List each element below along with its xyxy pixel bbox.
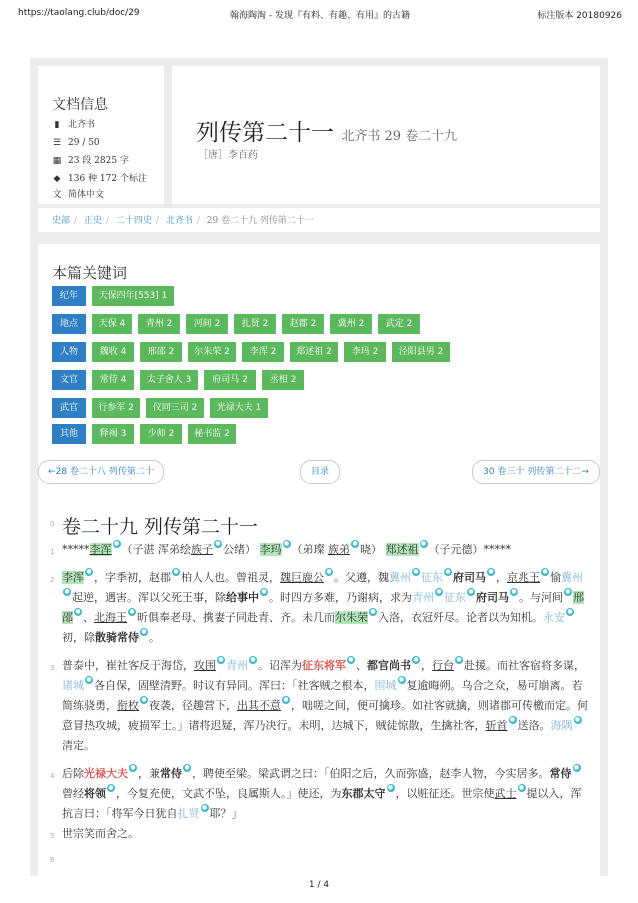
keyword-tag[interactable]: 仪同三司 2 — [146, 398, 204, 418]
note-marker-icon[interactable]: ● — [518, 784, 525, 791]
text-span: 公绪） — [223, 543, 256, 556]
keyword-category: 武官 — [52, 398, 86, 418]
military-office-mark[interactable]: 征东将军 — [302, 659, 346, 672]
relation-mark[interactable]: 族弟 — [328, 543, 350, 556]
office-mark[interactable]: 都官尚书 — [367, 659, 411, 672]
note-marker-icon[interactable]: ● — [574, 716, 581, 723]
keyword-tag[interactable]: 河间 2 — [186, 314, 228, 334]
text-span: 送洛。 — [517, 719, 551, 732]
list-icon: ☰ — [52, 138, 62, 148]
paragraph-number: 1 — [50, 548, 55, 556]
text-span: 清定。 — [62, 739, 95, 752]
breadcrumb-item[interactable]: 正史 — [83, 216, 102, 226]
text-span: （子湛 浑弟绘 — [121, 543, 191, 556]
note-marker-icon[interactable]: ● — [413, 568, 419, 575]
paragraph-1 — [62, 540, 588, 560]
note-marker-icon[interactable]: ● — [565, 588, 571, 595]
prev-chapter-button[interactable]: ←28 卷二十八 列传第二十 — [38, 460, 164, 484]
office-mark[interactable]: 给事中 — [226, 591, 259, 604]
note-marker-icon[interactable]: ● — [436, 588, 442, 595]
note-marker-icon[interactable]: ● — [86, 568, 92, 575]
note-marker-icon[interactable]: ● — [75, 608, 81, 615]
text-span: 夜袭，径趣营下， — [149, 699, 237, 712]
text-span: ，以赃征还。世宗使 — [395, 787, 495, 800]
text-span: 。 — [149, 631, 160, 644]
place-mark[interactable]: 征东 — [421, 571, 443, 584]
keyword-tag[interactable]: 邢邵 2 — [140, 342, 182, 362]
doc-title — [196, 114, 457, 147]
text-span: ， — [496, 571, 507, 584]
note-marker-icon[interactable]: ● — [456, 656, 462, 663]
version-label: 标注版本 20180926 — [537, 11, 622, 21]
keyword-category: 其他 — [52, 424, 86, 444]
keyword-tag[interactable]: 李浑 2 — [242, 342, 284, 362]
text-span: ，今复充使，文武不坠，良属斯人。」使还，为 — [116, 787, 342, 800]
place-mark[interactable]: 永安 — [543, 611, 565, 624]
doc-title-main: 列传第二十一 — [196, 120, 334, 146]
place-mark[interactable]: 青州 — [226, 659, 248, 672]
text-span: ，字季初，赵郡 — [94, 571, 171, 584]
note-marker-icon[interactable]: ● — [445, 568, 451, 575]
text-span: ，兼 — [138, 767, 160, 780]
doc-subtitle: 北齐书 29 卷二十九 — [341, 129, 458, 144]
text-span: 。诏浑为 — [258, 659, 302, 672]
keyword-tag[interactable]: 李玛 2 — [344, 342, 386, 362]
doc-info-title: 文档信息 — [52, 97, 108, 113]
note-marker-icon[interactable]: ● — [348, 656, 354, 663]
paragraph-4 — [62, 764, 588, 824]
person-mark[interactable]: 李浑 — [62, 571, 84, 584]
page-header — [0, 0, 638, 44]
keyword-tag[interactable]: 天保四年[553] 1 — [92, 286, 174, 306]
breadcrumb-item[interactable]: 二十四史 — [115, 216, 152, 226]
note-marker-icon[interactable]: ● — [370, 608, 376, 615]
term-mark[interactable]: 斩首 — [485, 719, 508, 732]
office-mark[interactable]: 常侍 — [549, 767, 572, 780]
keyword-tag[interactable]: 少师 2 — [140, 424, 182, 444]
keyword-tag[interactable]: 尔朱荣 2 — [188, 342, 236, 362]
text-span: 、 — [356, 659, 367, 672]
person-mark[interactable]: 尔朱荣 — [335, 611, 368, 624]
keyword-category: 地点 — [52, 314, 86, 334]
meta-row-tags — [52, 172, 147, 186]
meta-index: 29 / 50 — [68, 138, 100, 148]
breadcrumb-current: 29 卷二十九 列传第二十一 — [206, 216, 314, 226]
term-mark[interactable]: 衔枚 — [117, 699, 139, 712]
note-marker-icon[interactable]: ● — [141, 628, 147, 635]
chapter-title: 卷二十九 列传第二十一 — [62, 516, 259, 538]
note-marker-icon[interactable]: ● — [542, 568, 548, 575]
paragraph-3 — [62, 656, 588, 756]
toc-button[interactable]: 目录 — [300, 460, 340, 484]
keyword-tag[interactable]: 魏收 4 — [92, 342, 134, 362]
place-mark[interactable]: 围城 — [374, 679, 397, 692]
keyword-tag[interactable]: 天保 4 — [92, 314, 132, 334]
note-marker-icon[interactable]: ● — [413, 656, 419, 663]
note-marker-icon[interactable]: ● — [86, 676, 92, 683]
text-span: 耶？」 — [209, 807, 243, 820]
note-marker-icon[interactable]: ● — [184, 764, 190, 771]
book-icon: ▮ — [54, 120, 60, 130]
text-span: （子元德）***** — [428, 543, 511, 556]
keyword-tag[interactable]: 释褐 3 — [92, 424, 134, 444]
keyword-tag[interactable]: 光禄大夫 1 — [210, 398, 268, 418]
text-span: 复逾晦朔。乌合之众，易可崩离。若简练骁勇， — [62, 679, 583, 712]
relation-mark[interactable]: 族子 — [191, 543, 213, 556]
keyword-tag[interactable]: 丞相 2 — [262, 370, 304, 390]
keyword-tag[interactable]: 冀州 2 — [330, 314, 372, 334]
person-mark[interactable]: 李玛 — [259, 543, 282, 556]
text-span: 愉 — [550, 571, 561, 584]
keyword-tag[interactable]: 秘书监 2 — [188, 424, 236, 444]
text-span: 曾经 — [62, 787, 84, 800]
event-mark[interactable]: 攻围 — [194, 659, 216, 672]
keyword-category: 人物 — [52, 342, 86, 362]
text-span: （弟璨 — [291, 543, 325, 556]
text-span: 柏人人也。曾祖灵， — [181, 571, 280, 584]
place-mark[interactable]: 冀州 — [389, 571, 411, 584]
keyword-tag[interactable]: 泾阳县男 2 — [392, 342, 450, 362]
paragraph-2 — [62, 568, 588, 648]
paragraph-number: 4 — [50, 772, 55, 780]
office-mark[interactable]: 将领 — [84, 787, 106, 800]
note-marker-icon[interactable]: ● — [326, 568, 332, 575]
note-marker-icon[interactable]: ● — [215, 540, 221, 547]
breadcrumb-item[interactable]: 史部 — [52, 216, 71, 226]
meta-row-language — [52, 188, 104, 202]
text-span: ，咄嗟之间，便可擒珍。如社客就擒，则诸郡可传檄而定。何意冒热攻城，疲损军士。」诸将迟疑，浑乃决行。未明，达城下，贼徒惊散，生擒社客， — [62, 699, 588, 732]
page-indicator: 1 / 4 — [308, 880, 330, 890]
note-marker-icon[interactable]: ● — [130, 764, 136, 771]
page-url[interactable]: https://taolang.club/doc/29 — [18, 8, 140, 18]
note-marker-icon[interactable]: ● — [468, 588, 474, 595]
text-span: 。时四方多难，乃谢病，求为 — [269, 591, 412, 604]
text-span: ， — [421, 659, 432, 672]
text-span: 昕俱奉老母、携妻子同赴青、齐。未几而 — [137, 611, 335, 624]
keyword-tag[interactable]: 郑述祖 2 — [290, 342, 338, 362]
note-marker-icon[interactable]: ● — [511, 588, 517, 595]
meta-tags: 136 种 172 个标注 — [68, 174, 147, 184]
keywords-title: 本篇关键词 — [52, 264, 128, 282]
place-mark[interactable]: 诸城 — [62, 679, 84, 692]
title-mark[interactable]: 北海王 — [94, 611, 127, 624]
person-mark[interactable]: 郑述祖 — [385, 543, 419, 556]
text-span: 。与河间 — [519, 591, 563, 604]
meta-row-count — [52, 154, 129, 168]
term-mark[interactable]: 武士 — [494, 787, 517, 800]
paragraph-5: 世宗笑而舍之。 — [62, 827, 139, 840]
tag-icon: ◆ — [53, 174, 61, 184]
note-marker-icon[interactable]: ● — [387, 784, 394, 791]
office-mark[interactable]: 常侍 — [160, 767, 182, 780]
note-marker-icon[interactable]: ● — [352, 540, 358, 547]
person-mark[interactable]: 邢邵 — [62, 591, 584, 624]
meta-book: 北齐书 — [68, 120, 96, 130]
note-marker-icon[interactable]: ● — [173, 568, 179, 575]
text-span: 提以入，浑抗言曰：「将军今日犹自 — [62, 787, 582, 820]
keyword-tag[interactable]: 扎贤 2 — [234, 314, 276, 334]
grid-icon: ▦ — [52, 156, 62, 166]
meta-language: 简体中文 — [68, 190, 105, 200]
person-mark[interactable]: 李浑 — [89, 543, 112, 556]
note-marker-icon[interactable]: ● — [398, 676, 405, 683]
note-marker-icon[interactable]: ● — [509, 716, 516, 723]
next-chapter-button[interactable]: 30 卷三十 列传第二十二→ — [472, 460, 600, 484]
note-marker-icon[interactable]: ● — [141, 696, 147, 703]
note-marker-icon[interactable]: ● — [261, 588, 267, 595]
paragraph-number: 5 — [50, 832, 55, 840]
place-mark[interactable]: 冀州 — [561, 571, 583, 584]
note-marker-icon[interactable]: ● — [108, 784, 114, 791]
text-span: 晓） — [360, 543, 382, 556]
place-mark[interactable]: 海隅 — [550, 719, 573, 732]
note-marker-icon[interactable]: ● — [488, 568, 494, 575]
keyword-category: 纪年 — [52, 286, 86, 306]
note-marker-icon[interactable]: ● — [420, 540, 427, 547]
language-icon: 文 — [52, 190, 62, 200]
idiom-mark[interactable]: 出其不意 — [237, 699, 281, 712]
keyword-tag[interactable]: 武定 2 — [378, 314, 420, 334]
office-mark[interactable]: 散骑常侍 — [95, 631, 139, 644]
note-marker-icon[interactable]: ● — [129, 608, 135, 615]
text-span: 起逆，遇害。浑以父死王事，除 — [72, 591, 226, 604]
note-marker-icon[interactable]: ● — [250, 656, 256, 663]
office-mark[interactable]: 行台 — [432, 659, 454, 672]
note-marker-icon[interactable]: ● — [218, 656, 224, 663]
breadcrumb: 史部 / 正史 / 二十四史 / 北齐书 / 29 卷二十九 列传第二十一 — [52, 216, 314, 226]
office-mark[interactable]: 府司马 — [453, 571, 486, 584]
text-span: ***** — [62, 543, 90, 556]
place-mark[interactable]: 扎贤 — [177, 807, 200, 820]
meta-count: 23 段 2825 字 — [68, 156, 129, 166]
text-span: ，聘使至梁。梁武谓之曰：「伯阳之后，久而弥盛，赵李人物，今实居多。 — [192, 767, 550, 780]
keyword-category: 文官 — [52, 370, 86, 390]
keyword-tag[interactable]: 府司马 2 — [204, 370, 256, 390]
title-mark[interactable]: 京兆王 — [507, 571, 540, 584]
note-marker-icon[interactable]: ● — [113, 540, 120, 547]
text-span: 。父遵，魏 — [334, 571, 389, 584]
meta-row-index — [52, 136, 100, 150]
text-span: 入洛，衣冠歼尽。论者以为知机。 — [378, 611, 543, 624]
paragraph-number: 6 — [50, 856, 55, 864]
text-span: 普泰中，崔社客反于海岱， — [62, 659, 194, 672]
site-title: 翰海陶淘 - 发现『有料、有趣、有用』的古籍 — [230, 11, 410, 21]
meta-row-book — [52, 118, 95, 132]
keyword-tag[interactable]: 青州 2 — [138, 314, 180, 334]
keyword-tag[interactable]: 太子舍人 3 — [140, 370, 198, 390]
note-marker-icon[interactable]: ● — [201, 804, 208, 811]
doc-author: ［唐］李百药 — [198, 150, 258, 161]
note-marker-icon[interactable]: ● — [64, 588, 70, 595]
text-span: 各自保，固壁清野。时议有异同。浑曰：「社客贼之根本， — [94, 679, 375, 692]
note-marker-icon[interactable]: ● — [567, 608, 573, 615]
place-mark[interactable]: 青州 — [412, 591, 434, 604]
military-office-mark[interactable]: 光禄大夫 — [84, 767, 128, 780]
title-mark[interactable]: 魏巨鹿公 — [280, 571, 324, 584]
text-span: 后除 — [62, 767, 84, 780]
place-mark[interactable]: 征东 — [444, 591, 466, 604]
text-span: 、 — [83, 611, 94, 624]
office-mark[interactable]: 府司马 — [476, 591, 509, 604]
keyword-tag[interactable]: 赵郡 2 — [282, 314, 324, 334]
doc-info-card — [38, 66, 164, 204]
office-mark[interactable]: 东郡太守 — [341, 787, 386, 800]
breadcrumb-item[interactable]: 北齐书 — [165, 216, 193, 226]
paragraph-number: 3 — [50, 664, 55, 672]
text-span: 初，除 — [62, 631, 95, 644]
keyword-tag[interactable]: 行参军 2 — [92, 398, 140, 418]
note-marker-icon[interactable]: ● — [283, 696, 289, 703]
paragraph-number: 2 — [50, 576, 55, 584]
keyword-tag[interactable]: 常侍 4 — [92, 370, 134, 390]
note-marker-icon[interactable]: ● — [573, 764, 580, 771]
note-marker-icon[interactable]: ● — [283, 540, 290, 547]
paragraph-number: 0 — [50, 520, 55, 528]
text-span: 赴援。而社客宿将多谋， — [464, 659, 585, 672]
